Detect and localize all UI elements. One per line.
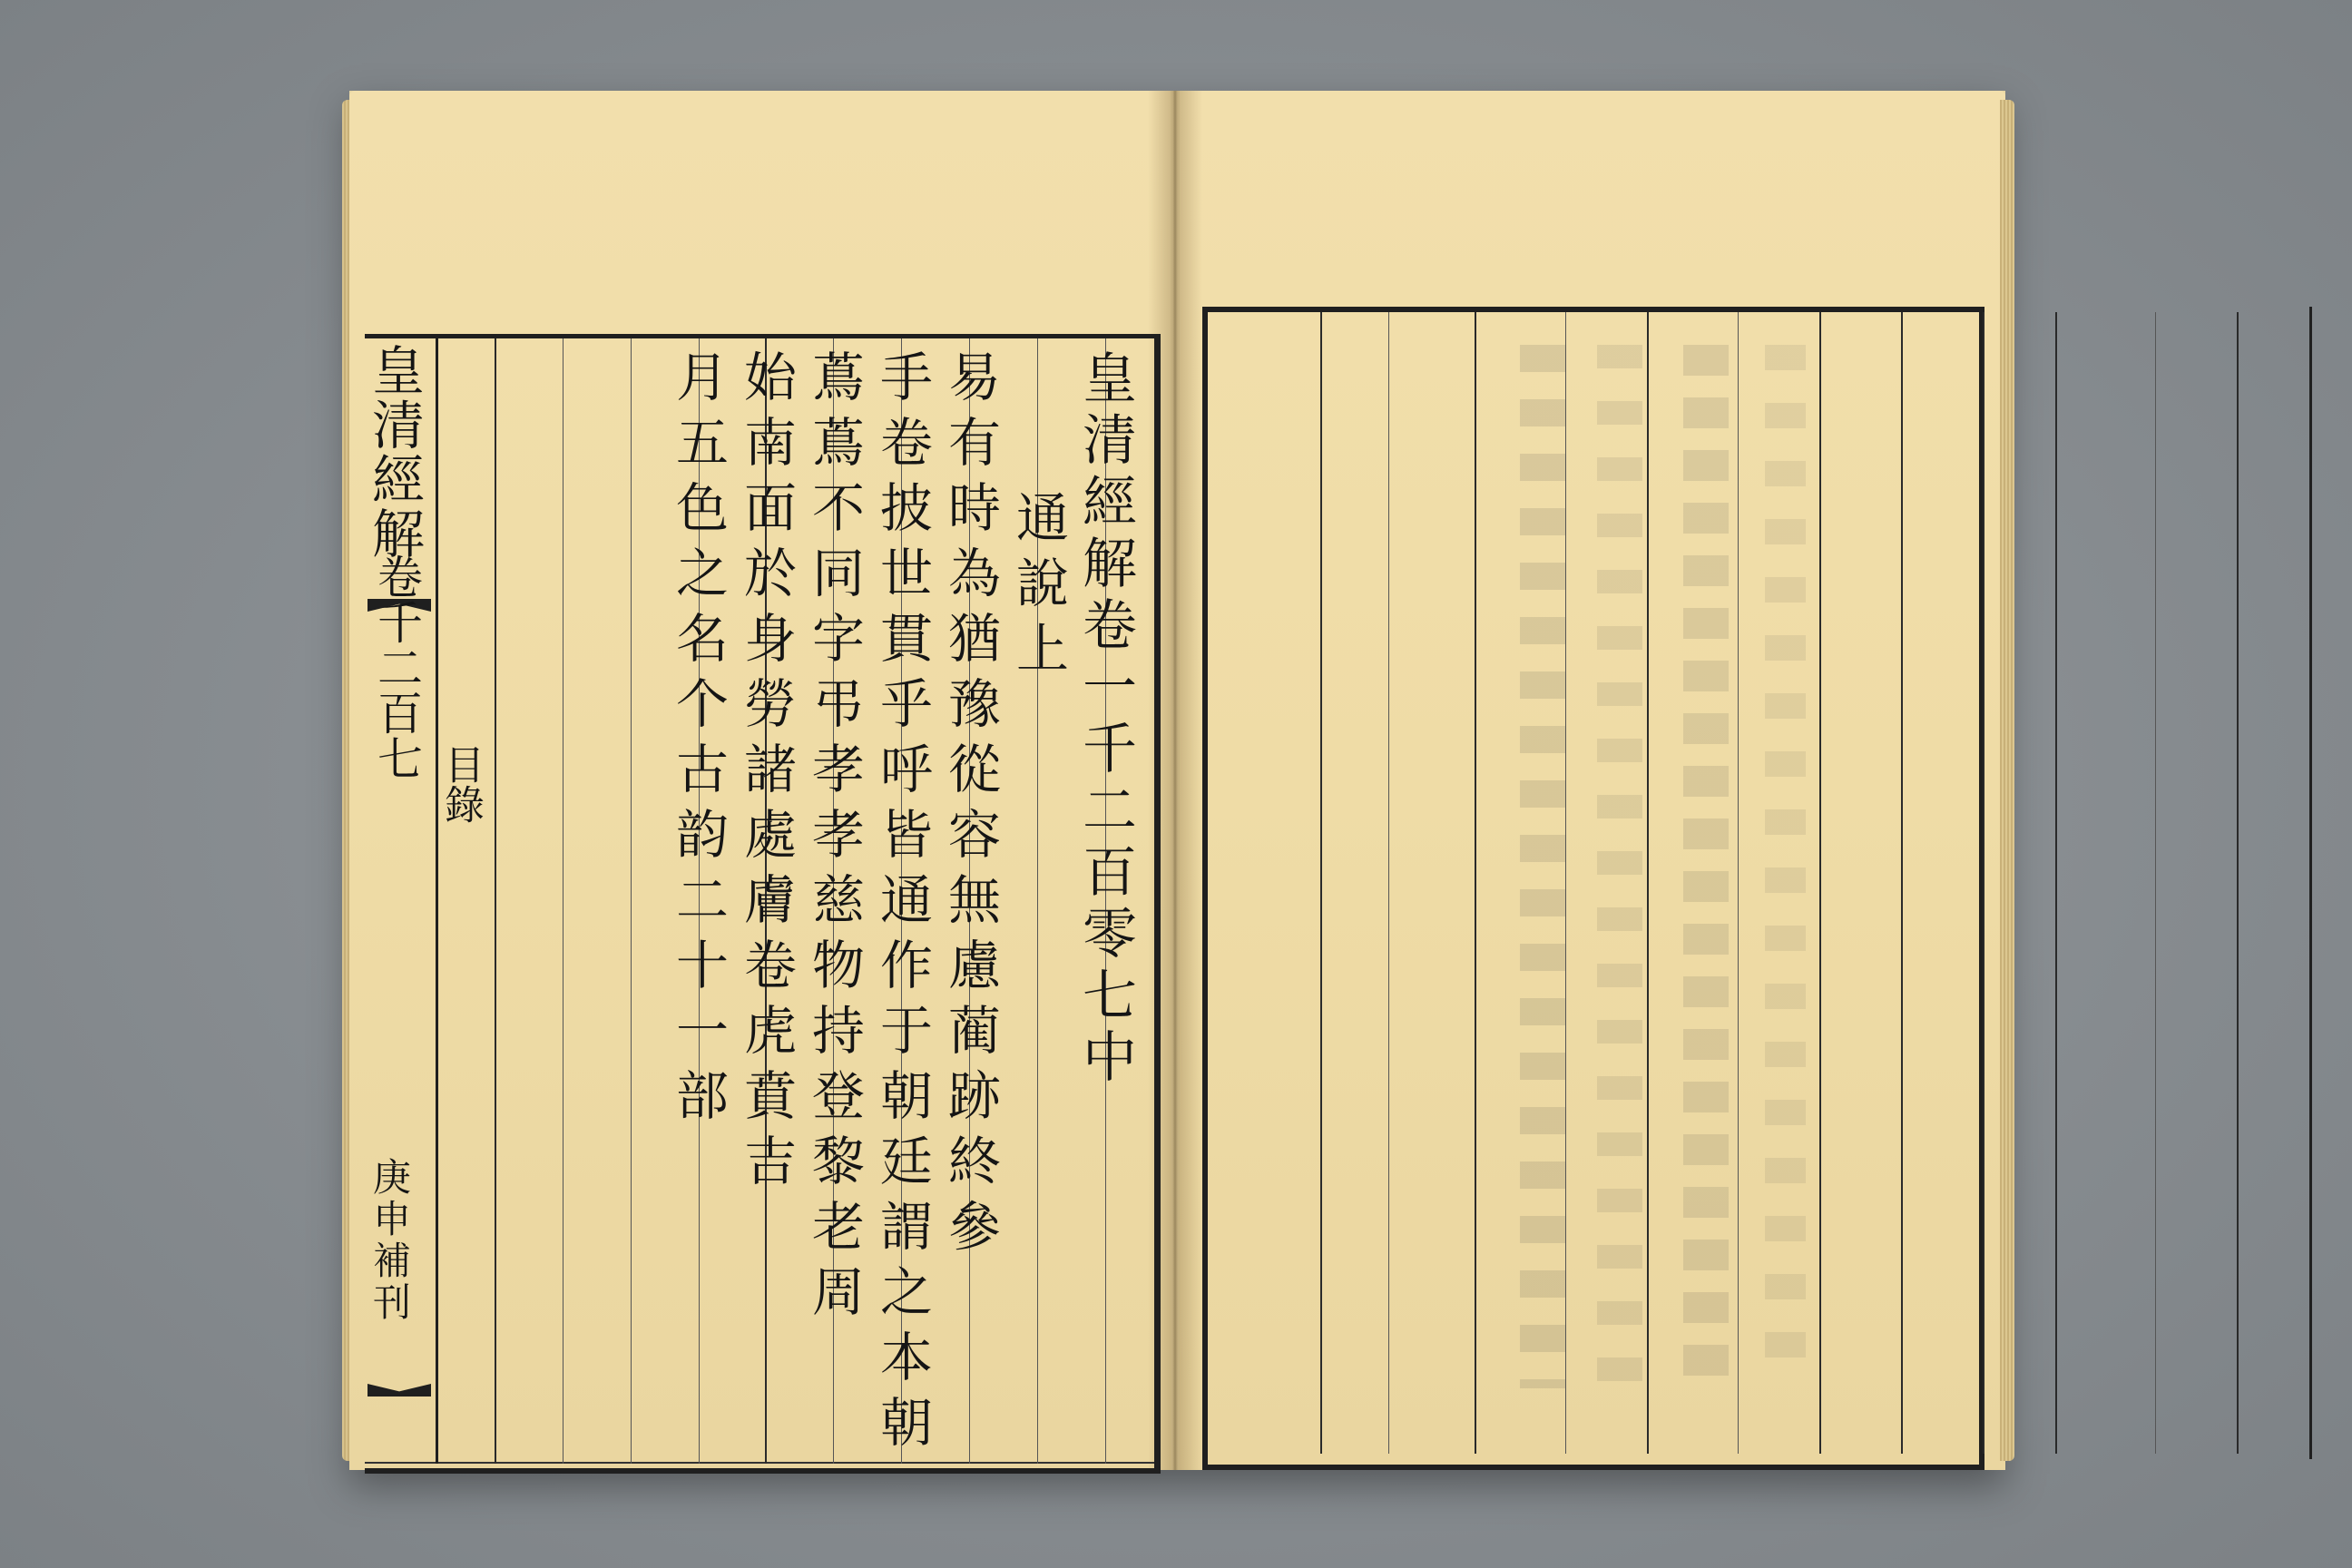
column-rule bbox=[563, 338, 564, 1464]
text-column-5: 蔦蔦不同字弔孝孝慈物持登黎老周 bbox=[803, 349, 865, 1329]
show-through-texture bbox=[1597, 345, 1642, 1388]
text-column-2: 通說上 bbox=[1007, 490, 1069, 686]
show-through-texture bbox=[1683, 345, 1729, 1388]
text-column-7: 月五色之名个古韵二十一部 bbox=[667, 349, 729, 1133]
text-column-3: 易有時為猶豫從容無慮蔺跡終參 bbox=[939, 349, 1001, 1264]
right-page-edge bbox=[2000, 100, 2014, 1461]
column-rule bbox=[2155, 312, 2156, 1454]
column-rule bbox=[2237, 312, 2239, 1454]
column-rule bbox=[631, 338, 632, 1464]
column-rule bbox=[1819, 312, 1821, 1454]
column-rule bbox=[1983, 312, 1984, 1454]
column-rule bbox=[495, 338, 496, 1464]
show-through-texture bbox=[1520, 345, 1565, 1388]
margin-reprint-note: 庚申補刊 bbox=[368, 1157, 412, 1324]
margin-volume-number: 卷千二百七 bbox=[370, 554, 423, 780]
column-rule bbox=[2055, 312, 2057, 1454]
column-rule bbox=[1388, 312, 1389, 1454]
margin-section-label: 目錄 bbox=[437, 744, 484, 824]
frame-inner-rule bbox=[365, 1462, 1154, 1464]
text-column-6: 始南面於身勞諸處膚卷虎賁吉 bbox=[735, 349, 797, 1199]
column-rule bbox=[1475, 312, 1476, 1454]
right-page-margin-strip bbox=[2309, 307, 2352, 1459]
column-rule bbox=[1647, 312, 1649, 1454]
show-through-texture bbox=[1765, 345, 1806, 1388]
text-column-1: 皇清經解卷一千二百零七中 bbox=[1073, 349, 1137, 1090]
margin-book-title: 皇清經解 bbox=[363, 343, 425, 561]
column-rule bbox=[1565, 312, 1566, 1454]
column-rule bbox=[1320, 312, 1322, 1454]
open-book bbox=[349, 91, 2005, 1470]
column-rule bbox=[1901, 312, 1903, 1454]
column-rule bbox=[1738, 312, 1739, 1454]
text-column-4: 手卷披世貫乎呼皆通作于朝廷謂之本朝 bbox=[871, 349, 933, 1460]
